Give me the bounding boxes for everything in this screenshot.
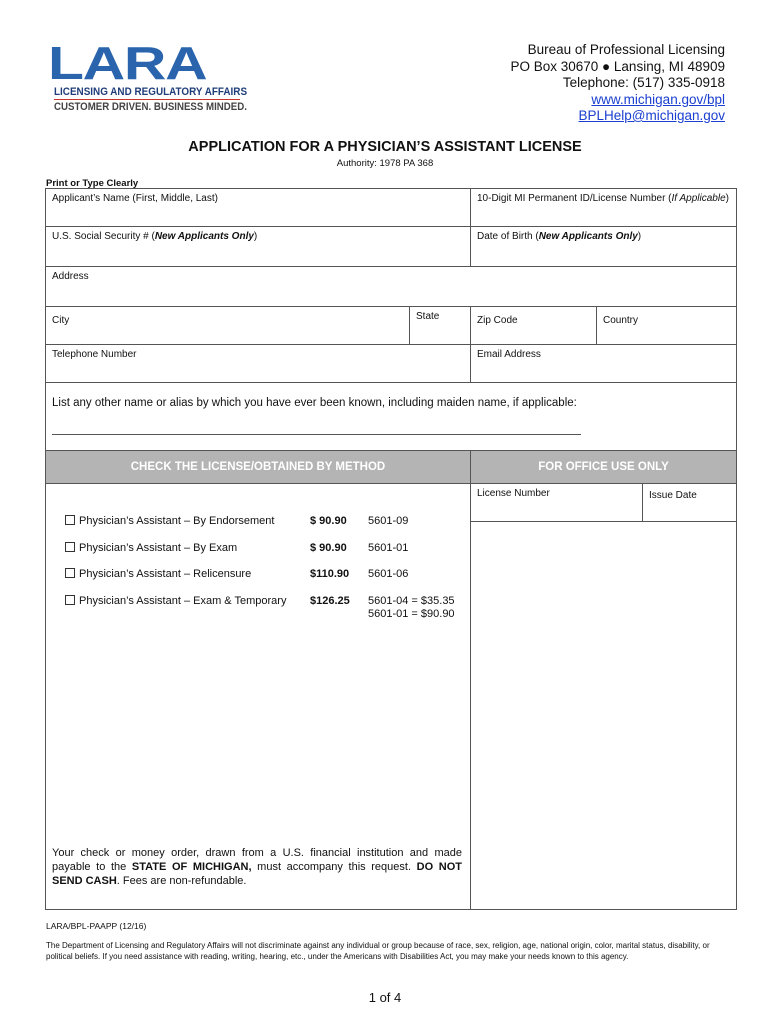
license-number-field [470, 483, 643, 522]
license-id-label: 10-Digit MI Permanent ID/License Number ( [477, 193, 672, 204]
issue-date-label: Issue Date [649, 490, 697, 501]
city-field[interactable] [45, 306, 410, 345]
relicensure-checkbox[interactable] [65, 568, 75, 578]
telephone-label: Telephone Number [52, 349, 137, 360]
page-number: 1 of 4 [368, 990, 402, 1005]
exam-temporary-code: 5601-04 = $35.35 [368, 595, 455, 607]
applicant-name-label: Applicant’s Name (First, Middle, Last) [52, 193, 218, 204]
license-number-label: License Number [477, 488, 550, 499]
country-field[interactable] [596, 306, 737, 345]
zip-label: Zip Code [477, 315, 518, 326]
relicensure-label: Physician’s Assistant – Relicensure [79, 568, 252, 580]
telephone-field[interactable] [45, 344, 471, 383]
disclaimer: The Department of Licensing and Regulatory Affairs will not discriminate against any individual or group because of race, sex, religion, age, national origin, color, marital status, disability, or political beliefs. If you need assistance with reading, writing, hearing, etc., under the Americans with Disabilities Act, you may make your needs known to this agency. [46, 941, 710, 961]
authority-note: Authority: 1978 PA 368 [336, 158, 434, 169]
ssn-field[interactable]: U.S. Social Security # (New Applicants Only) [45, 226, 471, 267]
bureau-name: Bureau of Professional Licensing [527, 42, 725, 57]
endorsement-fee: $ 90.90 [310, 515, 347, 527]
payment-bold-1: STATE OF MICHIGAN, [131, 861, 252, 873]
exam-label: Physician’s Assistant – By Exam [79, 542, 238, 554]
form-number: LARA/BPL-PAAPP (12/16) [46, 921, 147, 931]
ssn-italic: New Applicants Only [154, 231, 254, 242]
office-use-panel [470, 521, 737, 910]
email-field[interactable] [470, 344, 737, 383]
alias-prompt: List any other name or alias by which you have ever been known, including maiden name, if applicable: [52, 397, 577, 409]
exam-temporary-label: Physician’s Assistant – Exam & Temporary [79, 595, 287, 607]
zip-field[interactable] [470, 306, 597, 345]
contact-block [510, 42, 725, 125]
ssn-label: U.S. Social Security # ( [52, 231, 155, 242]
applicant-name-field[interactable] [45, 188, 471, 227]
address-label: Address [52, 271, 89, 282]
exam-fee: $ 90.90 [310, 542, 347, 554]
address-field[interactable] [45, 266, 737, 307]
license-id-italic: If Applicable [671, 193, 726, 204]
endorsement-code: 5601-09 [368, 515, 409, 527]
exam-temporary-code-2: 5601-01 = $90.90 [368, 608, 455, 620]
license-id-field[interactable]: 10-Digit MI Permanent ID/License Number (If Applicable) [470, 188, 737, 227]
lara-logo [48, 37, 248, 116]
logo-wordmark: LARA [48, 37, 207, 89]
office-use-header: FOR OFFICE USE ONLY [470, 450, 737, 484]
dob-label: Date of Birth ( [477, 231, 539, 242]
logo-divider [54, 99, 240, 100]
payment-text-1: Your check or money order, drawn from a U.S. financial institution and made payable to the [52, 847, 462, 873]
relicensure-code: 5601-06 [368, 568, 409, 580]
alias-line [52, 434, 581, 435]
exam-code: 5601-01 [368, 542, 409, 554]
license-method-header: CHECK THE LICENSE/OBTAINED BY METHOD [45, 450, 471, 484]
city-label: City [52, 315, 70, 326]
form-title: APPLICATION FOR A PHYSICIAN’S ASSISTANT LICENSE [188, 139, 582, 155]
payment-text-2: must accompany this request. [251, 861, 417, 873]
exam-temporary-checkbox[interactable] [65, 595, 75, 605]
state-label: State [416, 311, 440, 322]
country-label: Country [603, 315, 639, 326]
email-link[interactable]: BPLHelp@michigan.gov [578, 108, 725, 123]
print-note: Print or Type Clearly [46, 178, 139, 189]
email-label: Email Address [477, 349, 541, 360]
logo-line1: LICENSING AND REGULATORY AFFAIRS [54, 86, 248, 98]
payment-note [52, 846, 462, 888]
exam-temporary-fee: $126.25 [310, 595, 350, 607]
issue-date-field [642, 483, 737, 522]
mailing-address: PO Box 30670 ● Lansing, MI 48909 [510, 58, 725, 74]
payment-bold-2: DO NOT SEND CASH [52, 861, 462, 887]
exam-checkbox[interactable] [65, 542, 75, 552]
state-field[interactable] [409, 306, 471, 345]
dob-field[interactable]: Date of Birth (New Applicants Only) [470, 226, 737, 267]
alias-field[interactable] [45, 382, 737, 451]
endorsement-checkbox[interactable] [65, 515, 75, 525]
logo-line2: CUSTOMER DRIVEN. BUSINESS MINDED. [54, 101, 247, 113]
telephone: Telephone: (517) 335-0918 [562, 75, 725, 90]
payment-text-3: . Fees are non-refundable. [116, 875, 247, 887]
dob-italic: New Applicants Only [538, 231, 638, 242]
website-link[interactable]: www.michigan.gov/bpl [591, 91, 725, 107]
relicensure-fee: $110.90 [310, 568, 350, 580]
endorsement-label: Physician’s Assistant – By Endorsement [79, 515, 275, 527]
